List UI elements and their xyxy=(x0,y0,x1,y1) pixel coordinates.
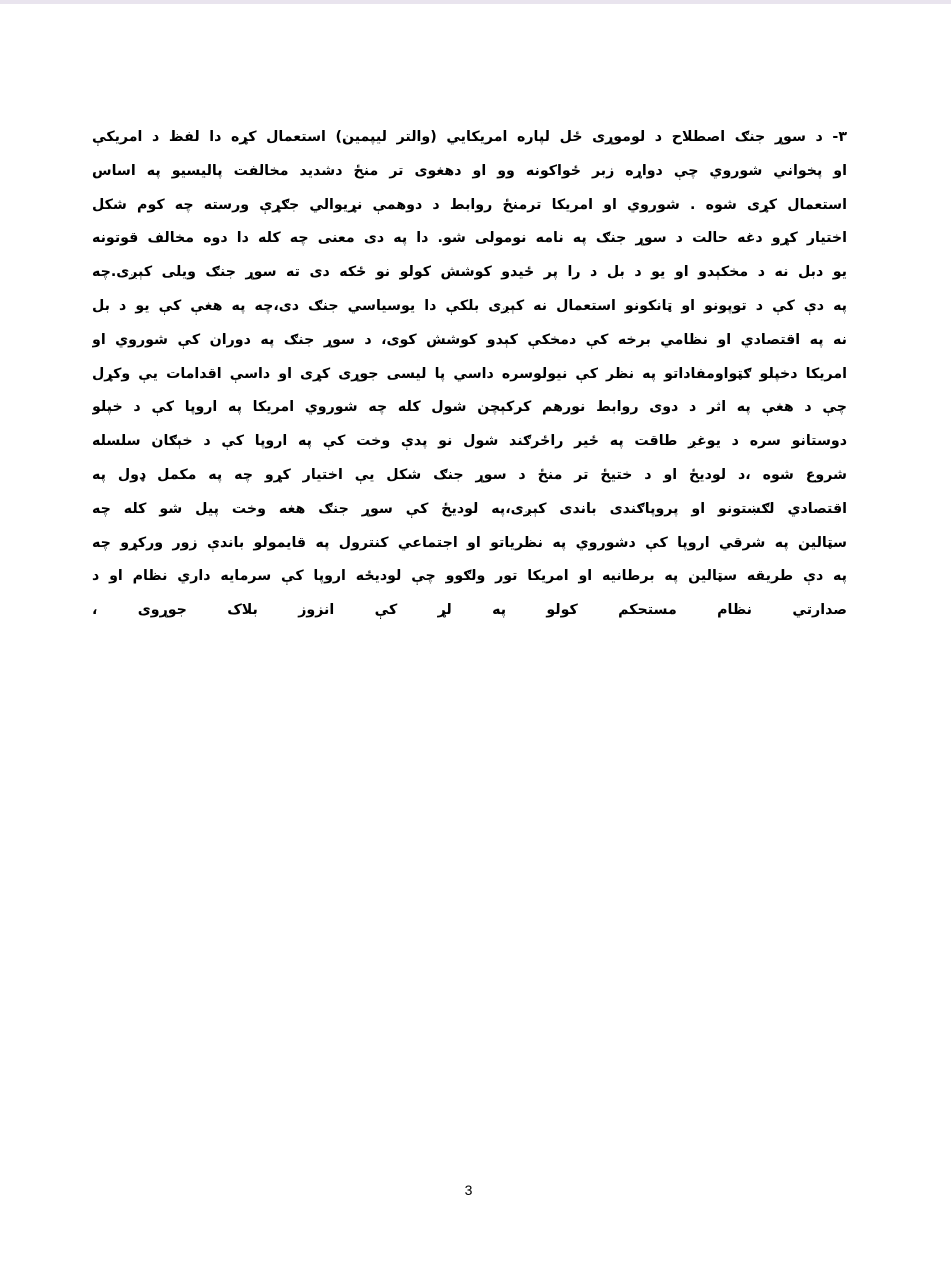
paragraph-line: او پخواني شوروي چې دواړه زبر ځواکونه وو او دهغوی تر منځ دشدید مخالفت پالیسیو په اساس xyxy=(92,162,847,179)
paragraph-line: صدارتي نظام مستحکم کولو په لړ کې انزوز بلاک جوړوی ، xyxy=(92,602,847,619)
paragraph-line: اختیار کړو دغه حالت د سوړ جنګ په نامه نومولی شو. دا په دی معنی چه کله دا دوه مخالف قوتونه xyxy=(92,230,847,247)
paragraph-line: یو دبل نه د مخکېدو او یو د بل د را پر ځیدو کوشش کولو نو ځکه دی ته سوړ جنګ ویلی کېږی.چه xyxy=(92,264,847,281)
paragraph-line: اقتصادي لګښتونو او پروپاګندی باندی کېږی،په لودیځ کې سوړ جنګ هغه وخت پیل شو کله چه xyxy=(92,500,847,517)
paragraph-line: استعمال کړی شوه . شوروي او امریکا ترمنځ روابط د دوهمې نړیوالي جګړې ورسته چه کوم شکل xyxy=(92,196,847,213)
paragraph-line: په دې کې د توپونو او ټانکونو استعمال نه کېږی بلکې دا یوسیاسي جنګ دی،چه په هغې کې یو د بل xyxy=(92,297,847,314)
body-paragraph xyxy=(92,121,847,628)
paragraph-line: دوستانو سره د یوغږ طاقت په ځیر راځرګند شول نو پدې وخت کې په اروپا کې د خېګان سلسله xyxy=(92,433,847,450)
paragraph-line: شروع شوه ،د لودیځ او د ختیځ تر منځ د سوړ جنګ شکل یې اختیار کړو چه په مکمل ډول په xyxy=(92,466,847,483)
paragraph-line: نه په اقتصادي او نظامي برخه کې دمخکې کېدو کوشش کوی، د سوړ جنګ په دوران کې شوروي او xyxy=(92,331,847,348)
paragraph-line: چې د هغې په اثر د دوی روابط نورهم کرکېچن شول کله چه شوروي امریکا په اروپا کې د خپلو xyxy=(92,399,847,416)
paragraph-line: سټالین په شرقي اروپا کې دشوروي په نظریاتو او اجتماعي کنترول په قایمولو باندې زور ورکړو چه xyxy=(92,534,847,551)
paragraph-line: ۳- د سوړ جنګ اصطلاح د لوموړی ځل لپاره امریکایي (والتر لیپمین) استعمال کړه دا لفظ د امریکې xyxy=(92,129,847,145)
page-number: 3 xyxy=(464,1182,473,1198)
paragraph-line: امریکا دخپلو ګټواومفاداتو په نظر کې نیولوسره داسي پا لیسی جوړی کړی او داسې اقدامات یې وکړل xyxy=(92,365,847,382)
document-page xyxy=(0,4,951,1274)
paragraph-line: په دې طریقه سټالین په برطانیه او امریکا تور ولګوو چې لودیځه اروپا کې سرمایه داري نظام او د xyxy=(92,568,847,585)
